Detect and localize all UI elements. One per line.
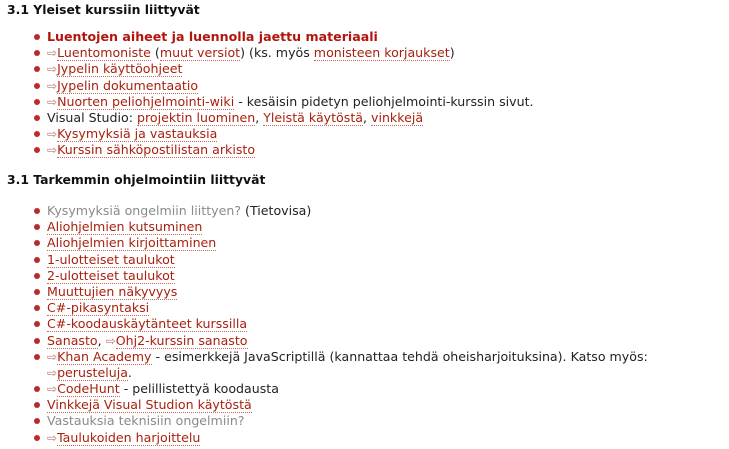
external-link-icon: ⇨ (47, 94, 58, 109)
list-item: ⇨Luentomoniste (muut versiot) (ks. myös monisteen korjaukset) (47, 45, 534, 61)
mailing-list-archive-link[interactable]: Kurssin sähköpostilistan arkisto (57, 142, 256, 158)
variable-scope-link[interactable]: Muuttujien näkyvyys (47, 283, 178, 299)
list-item (47, 61, 534, 77)
vs-create-project-link[interactable]: projektin luominen (136, 109, 256, 125)
other-versions-link[interactable]: muut versiot (159, 45, 241, 61)
section-heading-general: 3.1 Yleiset kurssiin liittyvät (7, 2, 200, 17)
list-item: Visual Studio: projektin luominen, Yleistä käytöstä, vinkkejä (47, 110, 534, 126)
list-item (47, 29, 534, 45)
list-item (47, 126, 534, 142)
vs-usage-tips-link[interactable]: Vinkkejä Visual Studion käytöstä (47, 397, 252, 413)
external-link-icon: ⇨ (47, 365, 58, 380)
list-item (47, 316, 715, 332)
csharp-conventions-link[interactable]: C#-koodauskäytänteet kurssilla (47, 316, 248, 332)
programming-links-list (0, 203, 715, 446)
notes-corrections-link[interactable]: monisteen korjaukset (313, 45, 450, 61)
1d-arrays-link[interactable]: 1-ulotteiset taulukot (47, 251, 175, 267)
external-link-icon: ⇨ (47, 349, 58, 364)
qa-link[interactable]: Kysymyksiä ja vastauksia (57, 126, 218, 142)
lecture-notes-link[interactable]: Luentomoniste (57, 45, 151, 61)
external-link-icon: ⇨ (47, 382, 58, 397)
glossary-link[interactable]: Sanasto (47, 332, 98, 348)
quiz-link[interactable]: Kysymyksiä ongelmiin liittyen? (47, 203, 242, 218)
list-item (47, 430, 715, 446)
jypeli-docs-link[interactable]: Jypelin dokumentaatio (57, 77, 199, 93)
external-link-icon: ⇨ (47, 430, 58, 445)
writing-subroutines-link[interactable]: Aliohjelmien kirjoittaminen (47, 235, 217, 251)
external-link-icon: ⇨ (47, 46, 58, 61)
list-item (47, 268, 715, 284)
section-heading-programming: 3.1 Tarkemmin ohjelmointiin liittyvät (7, 172, 266, 187)
external-link-icon: ⇨ (105, 333, 116, 348)
list-item: Sanasto, ⇨Ohj2-kurssin sanasto (47, 333, 715, 349)
youth-gamedev-wiki-link[interactable]: Nuorten peliohjelmointi-wiki (57, 93, 235, 109)
khan-academy-link[interactable]: Khan Academy (57, 348, 152, 364)
external-link-icon: ⇨ (47, 143, 58, 158)
lecture-topics-link[interactable]: Luentojen aiheet ja luennolla jaettu materiaali (47, 29, 378, 44)
external-link-icon: ⇨ (47, 78, 58, 93)
list-item: Kysymyksiä ongelmiin liittyen? (Tietovisa) (47, 203, 715, 219)
2d-arrays-link[interactable]: 2-ulotteiset taulukot (47, 267, 175, 283)
calling-subroutines-link[interactable]: Aliohjelmien kutsuminen (47, 219, 203, 235)
list-item (47, 397, 715, 413)
array-practice-link[interactable]: Taulukoiden harjoittelu (57, 429, 201, 445)
list-item (47, 300, 715, 316)
ohj2-glossary-link[interactable]: Ohj2-kurssin sanasto (115, 332, 248, 348)
list-item (47, 142, 534, 158)
csharp-quick-syntax-link[interactable]: C#-pikasyntaksi (47, 300, 150, 316)
list-item (47, 235, 715, 251)
external-link-icon: ⇨ (47, 62, 58, 77)
technical-problems-link[interactable]: Vastauksia teknisiin ongelmiin? (47, 413, 245, 429)
list-item (47, 284, 715, 300)
list-item: ⇨Nuorten peliohjelmointi-wiki - kesäisin pidetyn peliohjelmointi-kurssin sivut. (47, 93, 534, 109)
external-link-icon: ⇨ (47, 127, 58, 142)
jypeli-manual-link[interactable]: Jypelin käyttöohjeet (57, 61, 183, 77)
list-item (47, 219, 715, 235)
list-item (47, 252, 715, 268)
general-links-list (0, 29, 534, 159)
codehunt-link[interactable]: CodeHunt (57, 381, 120, 397)
list-item (47, 78, 534, 94)
reasoning-link[interactable]: perusteluja (57, 364, 128, 380)
list-item: ⇨CodeHunt - pelillistettyä koodausta (47, 381, 715, 397)
vs-tips-link[interactable]: vinkkejä (371, 109, 424, 125)
list-item (47, 413, 715, 429)
vs-general-usage-link[interactable]: Yleistä käytöstä (263, 109, 363, 125)
list-item: ⇨Khan Academy - esimerkkejä JavaScriptillä (kannattaa tehdä oheisharjoituksina). Katso myös: ⇨perusteluja. (47, 349, 715, 381)
